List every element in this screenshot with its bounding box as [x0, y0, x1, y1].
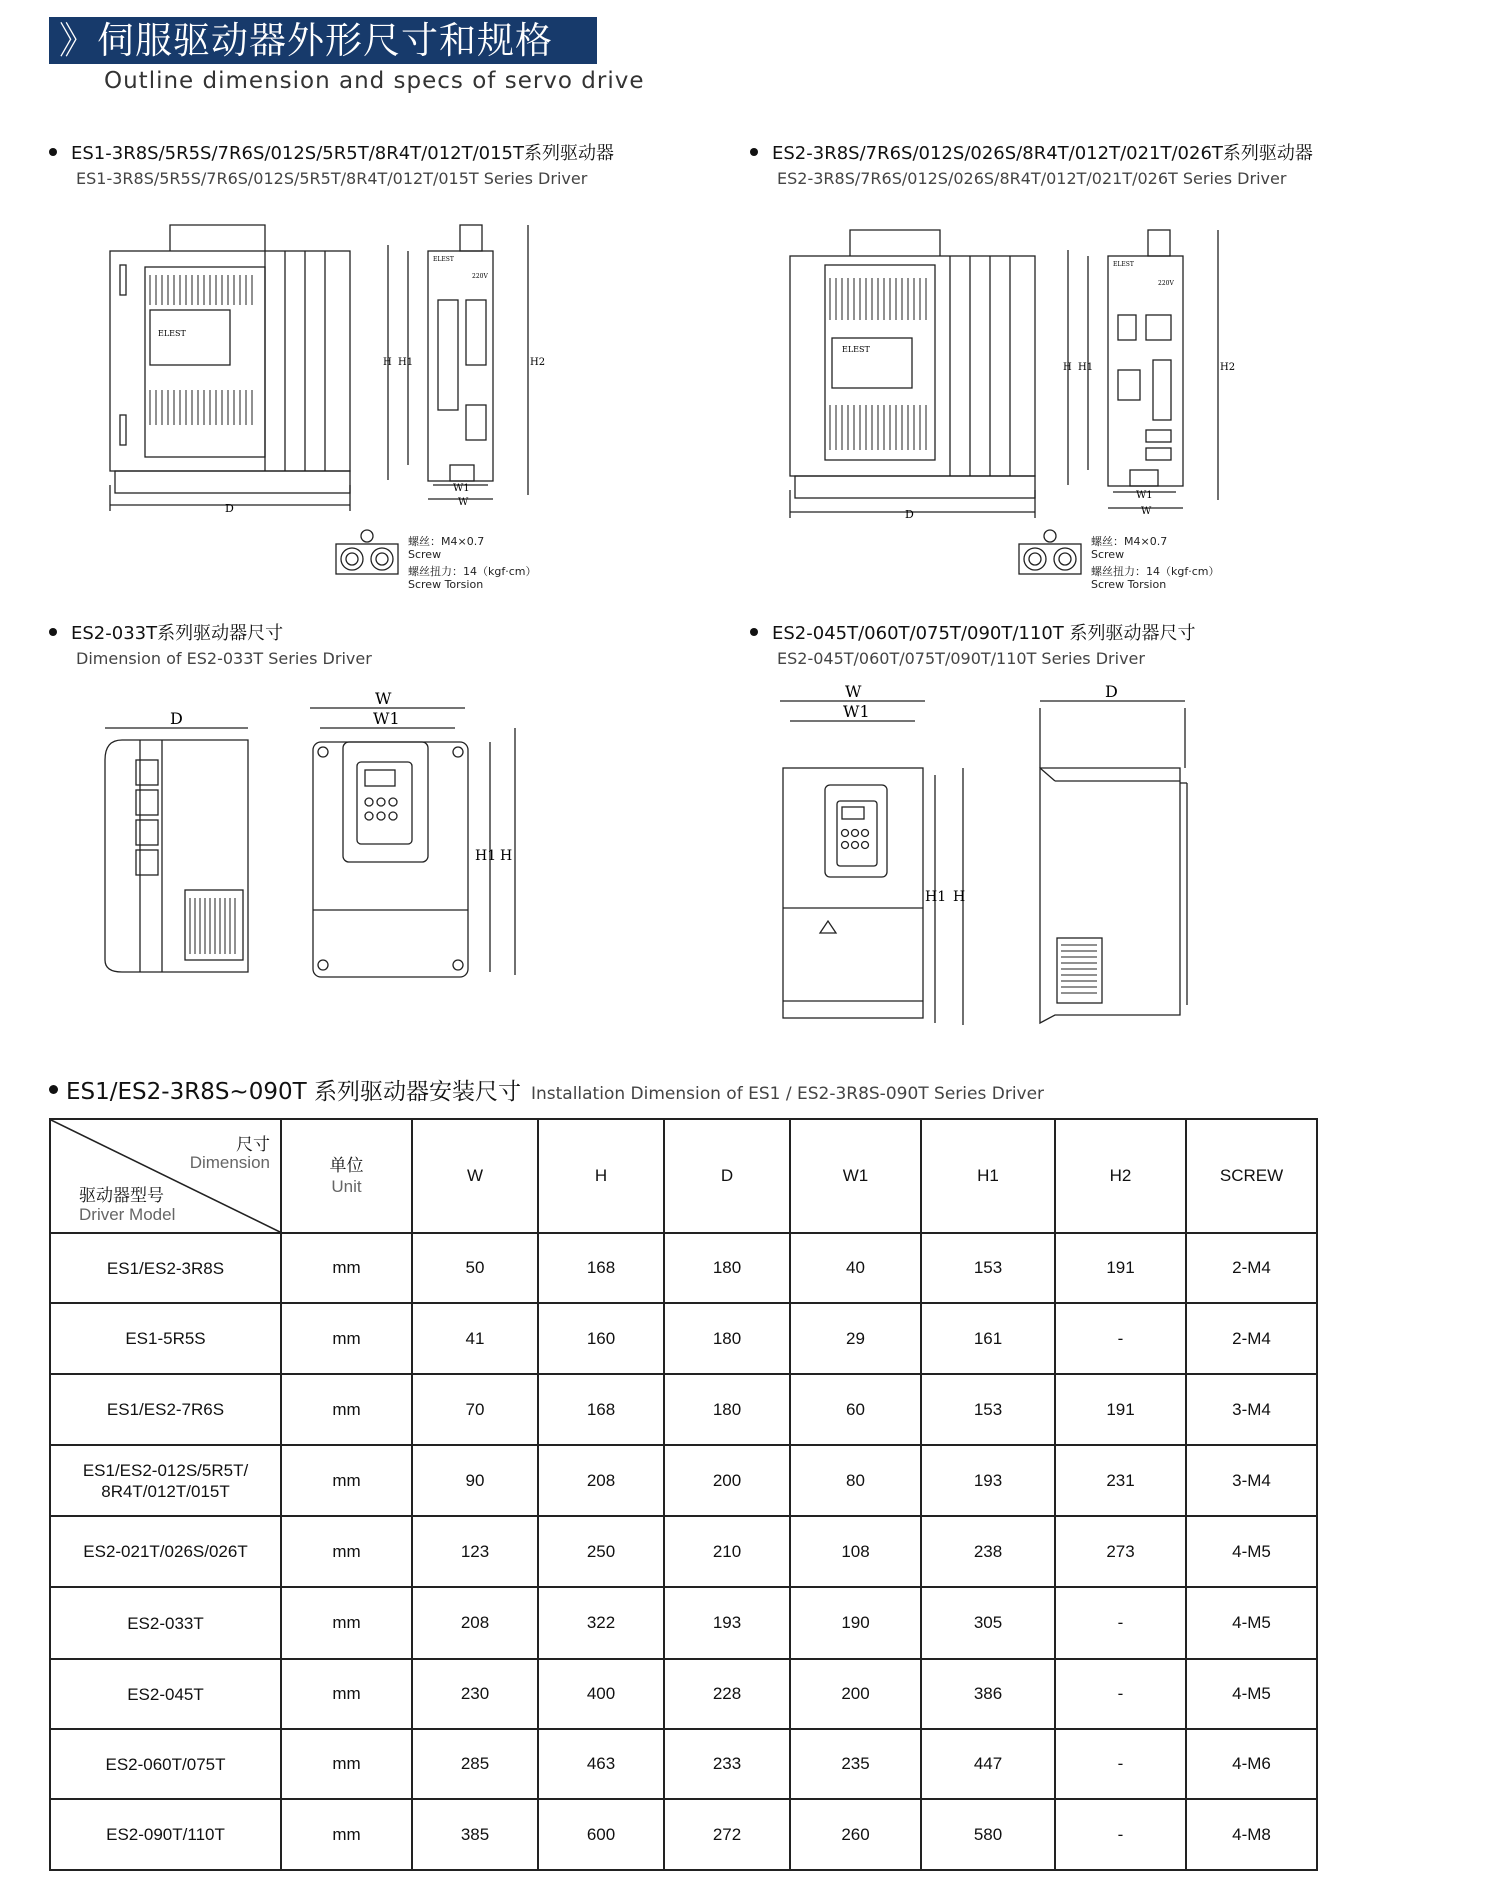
value-cell: 322: [538, 1587, 664, 1659]
unit-cell: mm: [281, 1303, 412, 1374]
section-title: ES1-3R8S/5R5S/7R6S/012S/5R5T/8R4T/012T/015T系列驱动器: [49, 139, 614, 165]
section-title: ES2-045T/060T/075T/090T/110T 系列驱动器尺寸: [750, 619, 1195, 645]
unit-cell: mm: [281, 1233, 412, 1303]
value-cell: 208: [412, 1587, 538, 1659]
value-cell: 3-M4: [1186, 1445, 1317, 1516]
value-cell: 191: [1055, 1374, 1186, 1445]
value-cell: 191: [1055, 1233, 1186, 1303]
value-cell: 233: [664, 1729, 790, 1799]
corner-dimension-en: Dimension: [189, 1153, 270, 1172]
value-cell: 385: [412, 1799, 538, 1870]
value-cell: 228: [664, 1659, 790, 1729]
value-cell: 123: [412, 1516, 538, 1587]
section-es1: [49, 139, 614, 188]
value-cell: 160: [538, 1303, 664, 1374]
dim-w1-label: W1: [1136, 490, 1153, 501]
section-title: ES2-033T系列驱动器尺寸: [49, 619, 372, 645]
corner-cell: [50, 1119, 281, 1233]
dim-w-label: W: [458, 497, 469, 508]
model-cell: ES1-5R5S: [50, 1303, 281, 1374]
section-es2-033t: [49, 619, 372, 668]
table-heading: [49, 1073, 1044, 1106]
value-cell: 180: [664, 1374, 790, 1445]
es2-front-view-drawing: [1058, 220, 1236, 517]
dim-d-label: D: [905, 508, 914, 521]
value-cell: 250: [538, 1516, 664, 1587]
corner-model-en: Driver Model: [79, 1205, 176, 1224]
value-cell: 153: [921, 1233, 1055, 1303]
section-es2: [750, 139, 1313, 188]
dim-w-label: W: [375, 689, 392, 708]
unit-cell: mm: [281, 1659, 412, 1729]
unit-cell: mm: [281, 1516, 412, 1587]
es2-side-view-drawing: [780, 220, 1040, 530]
value-cell: 580: [921, 1799, 1055, 1870]
dim-h-label: H: [383, 357, 392, 368]
es2-033t-front-view-drawing: [305, 690, 530, 990]
es2-033t-side-view-drawing: [100, 710, 260, 980]
value-cell: 29: [790, 1303, 921, 1374]
value-cell: -: [1055, 1303, 1186, 1374]
dim-d-label: D: [225, 502, 234, 515]
value-cell: -: [1055, 1799, 1186, 1870]
corner-model-cn: 驱动器型号: [79, 1186, 164, 1205]
brand-label: ELEST: [842, 345, 870, 354]
unit-cell: mm: [281, 1729, 412, 1799]
header-h: H: [538, 1119, 664, 1233]
value-cell: 4-M8: [1186, 1799, 1317, 1870]
unit-cell: mm: [281, 1587, 412, 1659]
section-subtitle: Dimension of ES2-033T Series Driver: [76, 649, 372, 668]
value-cell: 600: [538, 1799, 664, 1870]
header-w: W: [412, 1119, 538, 1233]
es2-045t-front-view-drawing: [775, 683, 1010, 1028]
value-cell: 200: [664, 1445, 790, 1516]
value-cell: 463: [538, 1729, 664, 1799]
model-cell: ES2-021T/026S/026T: [50, 1516, 281, 1587]
brand-label: ELEST: [1113, 261, 1134, 268]
table-heading-en: Installation Dimension of ES1 / ES2-3R8S-090T Series Driver: [530, 1084, 1045, 1104]
dim-h-label: H: [500, 848, 513, 864]
value-cell: -: [1055, 1729, 1186, 1799]
dim-d-label: D: [170, 709, 183, 728]
header-h2: H2: [1055, 1119, 1186, 1233]
value-cell: 168: [538, 1233, 664, 1303]
page-subtitle: Outline dimension and specs of servo drive: [104, 68, 645, 94]
value-cell: 4-M5: [1186, 1659, 1317, 1729]
value-cell: 3-M4: [1186, 1374, 1317, 1445]
value-cell: 41: [412, 1303, 538, 1374]
value-cell: 447: [921, 1729, 1055, 1799]
dim-w-label: W: [845, 682, 862, 701]
model-cell: ES2-060T/075T: [50, 1729, 281, 1799]
table-row: [50, 1374, 1317, 1445]
value-cell: -: [1055, 1659, 1186, 1729]
value-cell: 208: [538, 1445, 664, 1516]
dim-h1-label: H1: [1078, 362, 1094, 373]
dim-h-label: H: [1063, 362, 1072, 373]
table-row: [50, 1445, 1317, 1516]
value-cell: 400: [538, 1659, 664, 1729]
corner-dimension-cn: 尺寸: [236, 1135, 270, 1154]
page-title: 》伺服驱动器外形尺寸和规格: [49, 17, 597, 64]
dim-h1-label: H1: [475, 848, 497, 864]
value-cell: 200: [790, 1659, 921, 1729]
table-row: [50, 1587, 1317, 1659]
value-cell: 193: [664, 1587, 790, 1659]
value-cell: 285: [412, 1729, 538, 1799]
es2-045t-side-view-drawing: [1035, 683, 1205, 1028]
table-row: [50, 1233, 1317, 1303]
screw-terminal-icon: [334, 528, 400, 576]
es1-side-view-drawing: [100, 215, 360, 525]
install-dimension-table: [49, 1118, 1318, 1871]
value-cell: 230: [412, 1659, 538, 1729]
dim-w-label: W: [1141, 506, 1152, 517]
unit-cell: mm: [281, 1799, 412, 1870]
screw-note-es2: 螺丝：M4×0.7 Screw 螺丝扭力：14（kgf·cm） Screw Torsion: [1091, 535, 1220, 591]
value-cell: 180: [664, 1303, 790, 1374]
model-cell: ES2-033T: [50, 1587, 281, 1659]
dim-h2-label: H2: [1220, 362, 1236, 373]
dim-h1-label: H1: [925, 889, 947, 905]
es1-front-view-drawing: [378, 215, 553, 508]
model-cell: ES2-045T: [50, 1659, 281, 1729]
value-cell: 2-M4: [1186, 1233, 1317, 1303]
volt-label: 220V: [472, 273, 488, 280]
screw-terminal-icon: [1017, 528, 1083, 576]
volt-label: 220V: [1158, 280, 1174, 287]
value-cell: 60: [790, 1374, 921, 1445]
value-cell: 235: [790, 1729, 921, 1799]
value-cell: 161: [921, 1303, 1055, 1374]
value-cell: 273: [1055, 1516, 1186, 1587]
dim-h1-label: H1: [398, 357, 414, 368]
unit-header: 单位 Unit: [281, 1119, 412, 1233]
value-cell: 305: [921, 1587, 1055, 1659]
model-cell: ES1/ES2-012S/5R5T/ 8R4T/012T/015T: [50, 1445, 281, 1516]
section-title: ES2-3R8S/7R6S/012S/026S/8R4T/012T/021T/026T系列驱动器: [750, 139, 1313, 165]
brand-label: ELEST: [158, 329, 186, 338]
dim-w1-label: W1: [373, 709, 400, 728]
section-subtitle: ES2-045T/060T/075T/090T/110T Series Driver: [777, 649, 1145, 668]
value-cell: 193: [921, 1445, 1055, 1516]
table-row: [50, 1516, 1317, 1587]
table-row: [50, 1729, 1317, 1799]
table-heading-cn: ES1/ES2-3R8S~090T 系列驱动器安装尺寸: [49, 1079, 521, 1105]
dim-w1-label: W1: [453, 483, 470, 494]
dim-w1-label: W1: [843, 702, 870, 721]
value-cell: 40: [790, 1233, 921, 1303]
screw-note-es1: 螺丝：M4×0.7 Screw 螺丝扭力：14（kgf·cm） Screw Torsion: [408, 535, 537, 591]
value-cell: 80: [790, 1445, 921, 1516]
table-row: [50, 1799, 1317, 1870]
value-cell: 231: [1055, 1445, 1186, 1516]
header-h1: H1: [921, 1119, 1055, 1233]
dim-h2-label: H2: [530, 357, 546, 368]
table-header-row: [50, 1119, 1317, 1233]
section-subtitle: ES2-3R8S/7R6S/012S/026S/8R4T/012T/021T/026T Series Driver: [777, 169, 1287, 188]
value-cell: 180: [664, 1233, 790, 1303]
dim-h-label: H: [953, 889, 966, 905]
model-cell: ES1/ES2-7R6S: [50, 1374, 281, 1445]
value-cell: 386: [921, 1659, 1055, 1729]
value-cell: 2-M4: [1186, 1303, 1317, 1374]
brand-label: ELEST: [433, 256, 454, 263]
header-w1: W1: [790, 1119, 921, 1233]
model-cell: ES2-090T/110T: [50, 1799, 281, 1870]
value-cell: 90: [412, 1445, 538, 1516]
section-subtitle: ES1-3R8S/5R5S/7R6S/012S/5R5T/8R4T/012T/015T Series Driver: [76, 169, 588, 188]
value-cell: 168: [538, 1374, 664, 1445]
value-cell: 210: [664, 1516, 790, 1587]
value-cell: 4-M5: [1186, 1587, 1317, 1659]
value-cell: 70: [412, 1374, 538, 1445]
value-cell: 260: [790, 1799, 921, 1870]
table-row: [50, 1659, 1317, 1729]
value-cell: 50: [412, 1233, 538, 1303]
value-cell: 4-M5: [1186, 1516, 1317, 1587]
value-cell: 108: [790, 1516, 921, 1587]
value-cell: 4-M6: [1186, 1729, 1317, 1799]
value-cell: 153: [921, 1374, 1055, 1445]
table-row: [50, 1303, 1317, 1374]
value-cell: -: [1055, 1587, 1186, 1659]
model-cell: ES1/ES2-3R8S: [50, 1233, 281, 1303]
unit-cell: mm: [281, 1374, 412, 1445]
value-cell: 190: [790, 1587, 921, 1659]
header-screw: SCREW: [1186, 1119, 1317, 1233]
header-d: D: [664, 1119, 790, 1233]
dim-d-label: D: [1105, 682, 1118, 701]
section-es2-045t: [750, 619, 1195, 668]
value-cell: 238: [921, 1516, 1055, 1587]
value-cell: 272: [664, 1799, 790, 1870]
unit-cell: mm: [281, 1445, 412, 1516]
